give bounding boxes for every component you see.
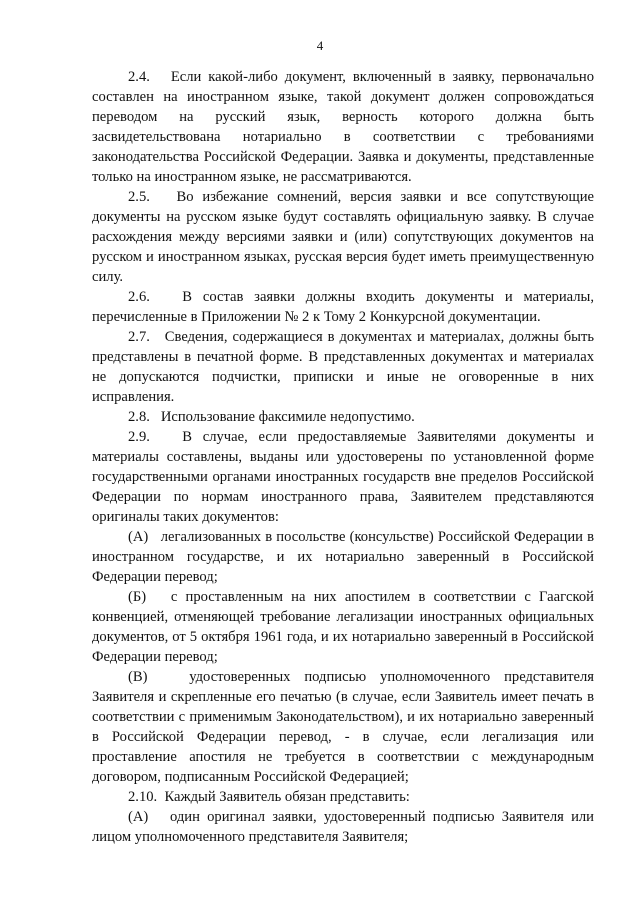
clause-2-5: 2.5. Во избежание сомнений, версия заявки и все сопутствующие документы на русском языке будут составлять официальную заявку. В случае расхождения между версиями заявки и (или) сопутствующих документов на русском и иностранном языках, русская версия будет иметь преимущественную силу.	[92, 189, 594, 285]
clause-2-6: 2.6. В состав заявки должны входить документы и материалы, перечисленные в Приложении № 2 к Тому 2 Конкурсной документации.	[92, 289, 594, 325]
clause-2-4: 2.4. Если какой-либо документ, включенный в заявку, первоначально составлен на иностранном языке, такой документ должен сопровождаться переводом на русский язык, верность которого должна быть засвидетельствована нотариально в соответствии с требованиями законодательства Российской Федерации. Заявка и документы, представленные только на иностранном языке, не рассматриваются.	[92, 69, 594, 185]
clause-2-9-v: (В) удостоверенных подписью уполномоченного представителя Заявителя и скрепленные его печатью (в случае, если Заявитель имеет печать в соответствии с применимым Законодательством), и их нотариально заверенный в Российской Федерации перевод, - в случае, если легализация или проставление апостиля не требуется в соответствии с международным договором, подписанным Российской Федерацией;	[92, 669, 594, 785]
clause-2-9: 2.9. В случае, если предоставляемые Заявителями документы и материалы составлены, выданы или удостоверены по установленной форме государственными органами иностранных государств вне пределов Российской Федерации по нормам иностранного права, Заявителем представляются оригиналы таких документов:	[92, 429, 594, 525]
clause-2-8: 2.8. Использование факсимиле недопустимо.	[128, 409, 415, 425]
clause-2-9-b: (Б) с проставленным на них апостилем в соответствии с Гаагской конвенцией, отменяющей требование легализации иностранных официальных документов, от 5 октября 1961 года, и их нотариально заверенный в Российской Федерации перевод;	[92, 589, 594, 665]
clause-2-10: 2.10. Каждый Заявитель обязан представить:	[128, 789, 410, 805]
clause-2-10-a: (А) один оригинал заявки, удостоверенный подписью Заявителя или лицом уполномоченного представителя Заявителя;	[92, 809, 594, 845]
clause-2-9-a: (А) легализованных в посольстве (консульстве) Российской Федерации в иностранном государстве, и их нотариально заверенный в Российской Федерации перевод;	[92, 529, 594, 585]
document-body	[92, 67, 594, 847]
page-number: 4	[316, 38, 324, 53]
clause-2-7: 2.7. Сведения, содержащиеся в документах и материалах, должны быть представлены в печатной форме. В представленных документах и материалах не допускаются подчистки, приписки и иные не оговоренные в них исправления.	[92, 329, 594, 405]
